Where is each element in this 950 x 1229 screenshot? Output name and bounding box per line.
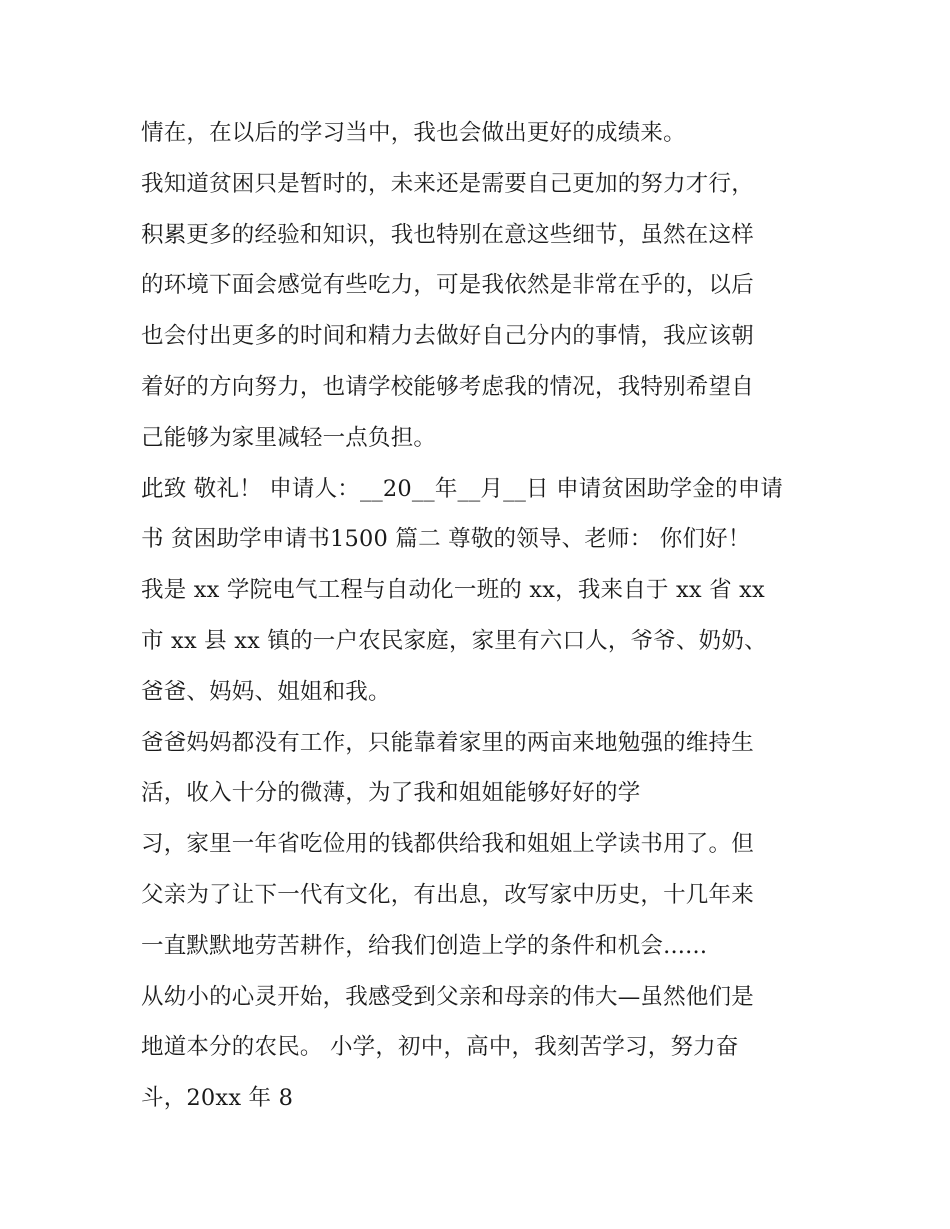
text-line: 书 贫困助学申请书1500 篇二 尊敬的领导、老师： 你们好！ <box>141 526 751 553</box>
text-line: 市 xx 县 xx 镇的一户农民家庭，家里有六口人，爷爷、奶奶、 <box>141 627 767 654</box>
text-line: 己能够为家里减轻一点负担。 <box>141 424 437 451</box>
text-line: 一直默默地劳苦耕作，给我们创造上学的条件和机会...... <box>141 932 708 959</box>
text-line: 习，家里一年省吃俭用的钱都供给我和姐姐上学读书用了。但 <box>141 831 754 858</box>
text-line: 也会付出更多的时间和精力去做好自己分内的事情，我应该朝 <box>141 323 754 350</box>
text-line: 此致 敬礼！ 申请人：__20__年__月__日 申请贫困助学金的申请 <box>141 475 784 502</box>
text-line: 爸爸妈妈都没有工作，只能靠着家里的两亩来地勉强的维持生 <box>141 729 754 756</box>
text-line: 爸爸、妈妈、姐姐和我。 <box>141 678 391 705</box>
text-line: 地道本分的农民。 小学，初中，高中，我刻苦学习，努力奋 <box>141 1034 739 1061</box>
document-body <box>141 108 831 1124</box>
text-line: 情在，在以后的学习当中，我也会做出更好的成绩来。 <box>141 120 686 146</box>
text-line: 我知道贫困只是暂时的，未来还是需要自己更加的努力才行， <box>141 170 754 197</box>
text-line: 着好的方向努力，也请学校能够考虑我的情况，我特别希望自 <box>141 373 754 400</box>
text-line: 我是 xx 学院电气工程与自动化一班的 xx，我来自于 xx 省 xx <box>141 577 765 604</box>
text-line: 的环境下面会感觉有些吃力，可是我依然是非常在乎的，以后 <box>141 272 754 299</box>
text-line: 从幼小的心灵开始，我感受到父亲和母亲的伟大—虽然他们是 <box>141 983 754 1010</box>
text-line: 父亲为了让下一代有文化，有出息，改写家中历史，十几年来 <box>141 881 754 908</box>
text-line: 活，收入十分的微薄，为了我和姐姐能够好好的学 <box>141 780 641 807</box>
text-line: 积累更多的经验和知识，我也特别在意这些细节，虽然在这样 <box>141 221 754 248</box>
text-line: 斗，20xx 年 8 <box>141 1085 294 1112</box>
